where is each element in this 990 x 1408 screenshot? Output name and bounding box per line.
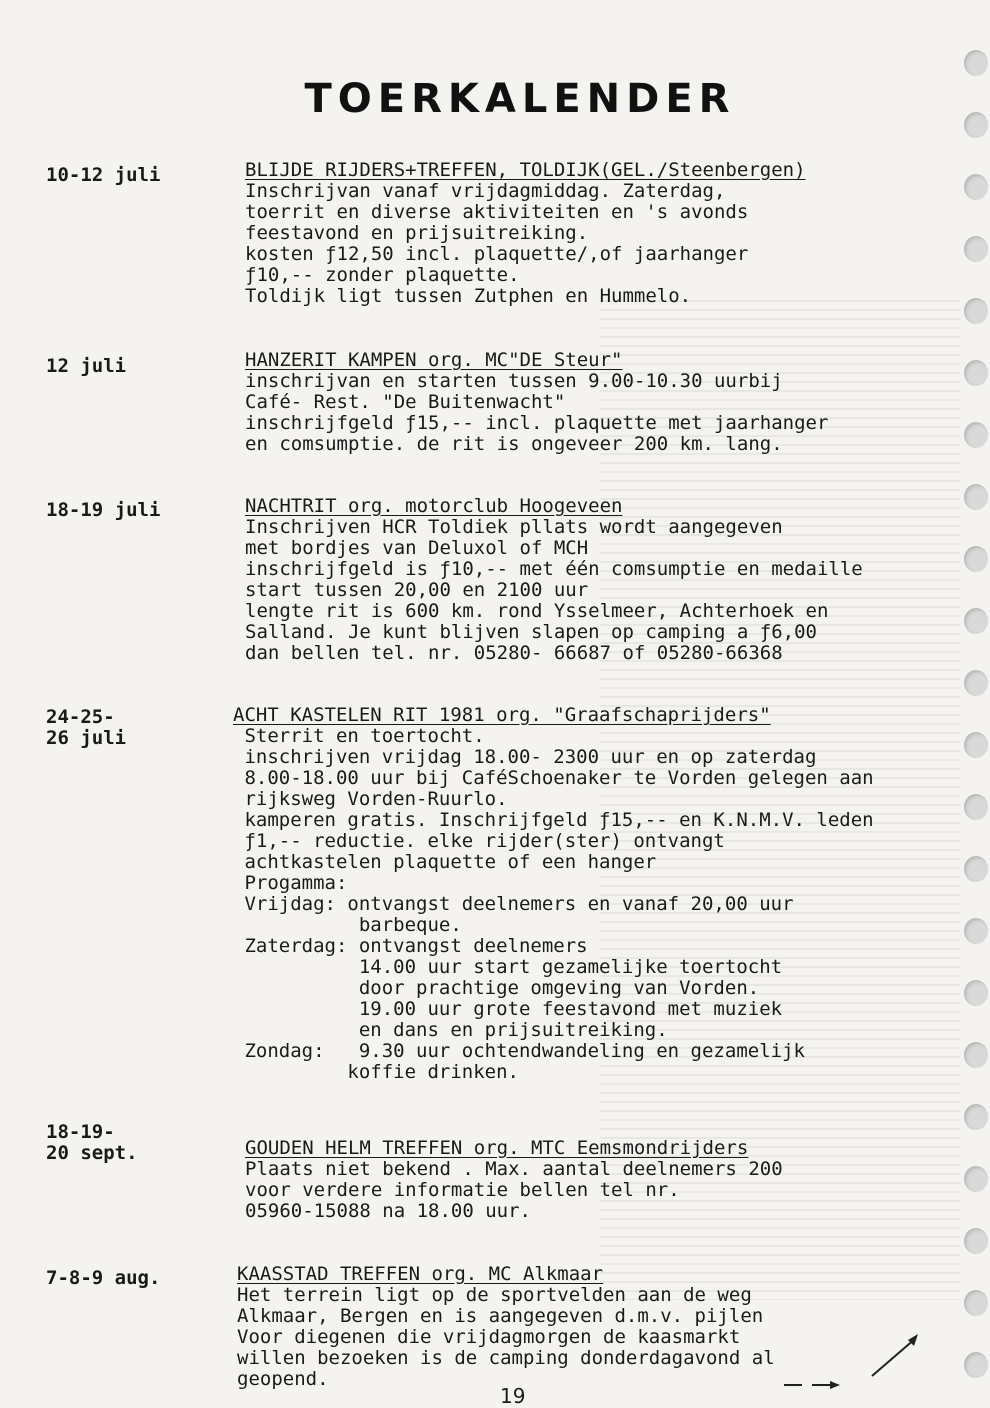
entry-line: 14.00 uur start gezamelijke toertocht bbox=[233, 956, 783, 978]
binder-hole bbox=[964, 980, 988, 1006]
entry-line: Voor diegenen die vrijdagmorgen de kaasmarkt bbox=[237, 1326, 741, 1348]
entry-heading: GOUDEN HELM TREFFEN org. MTC Eemsmondrijders bbox=[245, 1137, 749, 1159]
entry-line: inschrijvan en starten tussen 9.00-10.30 uurbij bbox=[245, 370, 783, 392]
entry-date: 18-19 juli bbox=[46, 499, 161, 521]
binder-hole bbox=[964, 1352, 988, 1378]
entry-line: en comsumptie. de rit is ongeveer 200 km. lang. bbox=[245, 433, 783, 455]
entry-line: kamperen gratis. Inschrijfgeld ƒ15,-- en K.N.M.V. leden bbox=[233, 809, 874, 831]
arrow-right-icon bbox=[782, 1378, 842, 1392]
arrow-up-right-icon bbox=[868, 1330, 924, 1380]
binder-hole bbox=[964, 298, 988, 324]
entry-line: inschrijfgeld ƒ15,-- incl. plaquette met jaarhanger bbox=[245, 412, 829, 434]
binder-hole bbox=[964, 360, 988, 386]
entry-heading: BLIJDE RIJDERS+TREFFEN, TOLDIJK(GEL./Steenbergen) bbox=[245, 159, 806, 181]
binder-hole bbox=[964, 1290, 988, 1316]
binder-holes bbox=[960, 40, 990, 1405]
binder-hole bbox=[964, 174, 988, 200]
entry-line: dan bellen tel. nr. 05280- 66687 of 05280-66368 bbox=[245, 642, 783, 664]
entry-line: en dans en prijsuitreiking. bbox=[233, 1019, 668, 1041]
entry-line: voor verdere informatie bellen tel nr. bbox=[245, 1179, 680, 1201]
entry-body bbox=[245, 160, 806, 307]
entry-date: 7-8-9 aug. bbox=[46, 1267, 161, 1289]
entry-body bbox=[237, 1264, 775, 1390]
entry-line: koffie drinken. bbox=[233, 1061, 519, 1083]
entry-body bbox=[245, 496, 863, 664]
entry-line: rijksweg Vorden-Ruurlo. bbox=[233, 788, 508, 810]
entry-line: Plaats niet bekend . Max. aantal deelnemers 200 bbox=[245, 1158, 783, 1180]
binder-hole bbox=[964, 856, 988, 882]
page-title: TOERKALENDER bbox=[304, 76, 736, 122]
entry-line: Zaterdag: ontvangst deelnemers bbox=[233, 935, 588, 957]
binder-hole bbox=[964, 422, 988, 448]
binder-hole bbox=[964, 670, 988, 696]
page-number: 19 bbox=[500, 1384, 526, 1408]
entry-line: barbeque. bbox=[233, 914, 462, 936]
entry-line: geopend. bbox=[237, 1368, 329, 1390]
entry-line: 8.00-18.00 uur bij CaféSchoenaker te Vorden gelegen aan bbox=[233, 767, 874, 789]
entry-line: toerrit en diverse aktiviteiten en 's avonds bbox=[245, 201, 749, 223]
binder-hole bbox=[964, 484, 988, 510]
binder-hole bbox=[964, 546, 988, 572]
entry-line: inschrijfgeld is ƒ10,-- met één comsumptie en medaille bbox=[245, 558, 863, 580]
entry-body bbox=[245, 350, 828, 455]
entry-line: Progamma: bbox=[233, 872, 348, 894]
binder-hole bbox=[964, 1228, 988, 1254]
binder-hole bbox=[964, 112, 988, 138]
binder-hole bbox=[964, 236, 988, 262]
entry-line: Inschrijven HCR Toldiek pllats wordt aangegeven bbox=[245, 516, 783, 538]
entry-line: feestavond en prijsuitreiking. bbox=[245, 222, 589, 244]
entry-line: willen bezoeken is de camping donderdagavond al bbox=[237, 1347, 775, 1369]
entry-date: 10-12 juli bbox=[46, 164, 161, 186]
entry-line: achtkastelen plaquette of een hanger bbox=[233, 851, 657, 873]
entry-date: 24-25- 26 juli bbox=[46, 706, 127, 749]
entry-heading: ACHT KASTELEN RIT 1981 org. "Graafschaprijders" bbox=[233, 704, 771, 726]
binder-hole bbox=[964, 1166, 988, 1192]
entry-heading: HANZERIT KAMPEN org. MC"DE Steur" bbox=[245, 349, 623, 371]
entry-line: Toldijk ligt tussen Zutphen en Hummelo. bbox=[245, 285, 692, 307]
entry-line: Sterrit en toertocht. bbox=[233, 725, 485, 747]
entry-heading: KAASSTAD TREFFEN org. MC Alkmaar bbox=[237, 1263, 604, 1285]
entry-line: Inschrijvan vanaf vrijdagmiddag. Zaterdag, bbox=[245, 180, 726, 202]
entry-heading: NACHTRIT org. motorclub Hoogeveen bbox=[245, 495, 623, 517]
entry-date: 12 juli bbox=[46, 355, 127, 377]
entry-body bbox=[245, 1138, 783, 1222]
binder-hole bbox=[964, 608, 988, 634]
entry-line: Het terrein ligt op de sportvelden aan de weg bbox=[237, 1284, 752, 1306]
entry-line: 05960-15088 na 18.00 uur. bbox=[245, 1200, 531, 1222]
entry-line: Alkmaar, Bergen en is aangegeven d.m.v. pijlen bbox=[237, 1305, 764, 1327]
entry-line: ƒ1,-- reductie. elke rijder(ster) ontvangt bbox=[233, 830, 725, 852]
binder-hole bbox=[964, 918, 988, 944]
binder-hole bbox=[964, 1042, 988, 1068]
entry-body bbox=[233, 705, 874, 1083]
entry-line: Zondag: 9.30 uur ochtendwandeling en gezamelijk bbox=[233, 1040, 805, 1062]
entry-line: Café- Rest. "De Buitenwacht" bbox=[245, 391, 566, 413]
entry-line: lengte rit is 600 km. rond Ysselmeer, Achterhoek en bbox=[245, 600, 829, 622]
entry-line: met bordjes van Deluxol of MCH bbox=[245, 537, 589, 559]
entry-line: Vrijdag: ontvangst deelnemers en vanaf 20,00 uur bbox=[233, 893, 794, 915]
entry-line: door prachtige omgeving van Vorden. bbox=[233, 977, 760, 999]
entry-line: Salland. Je kunt blijven slapen op camping a ƒ6,00 bbox=[245, 621, 817, 643]
entry-line: ƒ10,-- zonder plaquette. bbox=[245, 264, 520, 286]
entry-line: 19.00 uur grote feestavond met muziek bbox=[233, 998, 783, 1020]
binder-hole bbox=[964, 794, 988, 820]
entry-line: inschrijven vrijdag 18.00- 2300 uur en op zaterdag bbox=[233, 746, 817, 768]
entry-line: kosten ƒ12,50 incl. plaquette/,of jaarhanger bbox=[245, 243, 749, 265]
entry-line: start tussen 20,00 en 2100 uur bbox=[245, 579, 589, 601]
binder-hole bbox=[964, 732, 988, 758]
entry-date: 18-19- 20 sept. bbox=[46, 1121, 138, 1164]
binder-hole bbox=[964, 50, 988, 76]
binder-hole bbox=[964, 1104, 988, 1130]
